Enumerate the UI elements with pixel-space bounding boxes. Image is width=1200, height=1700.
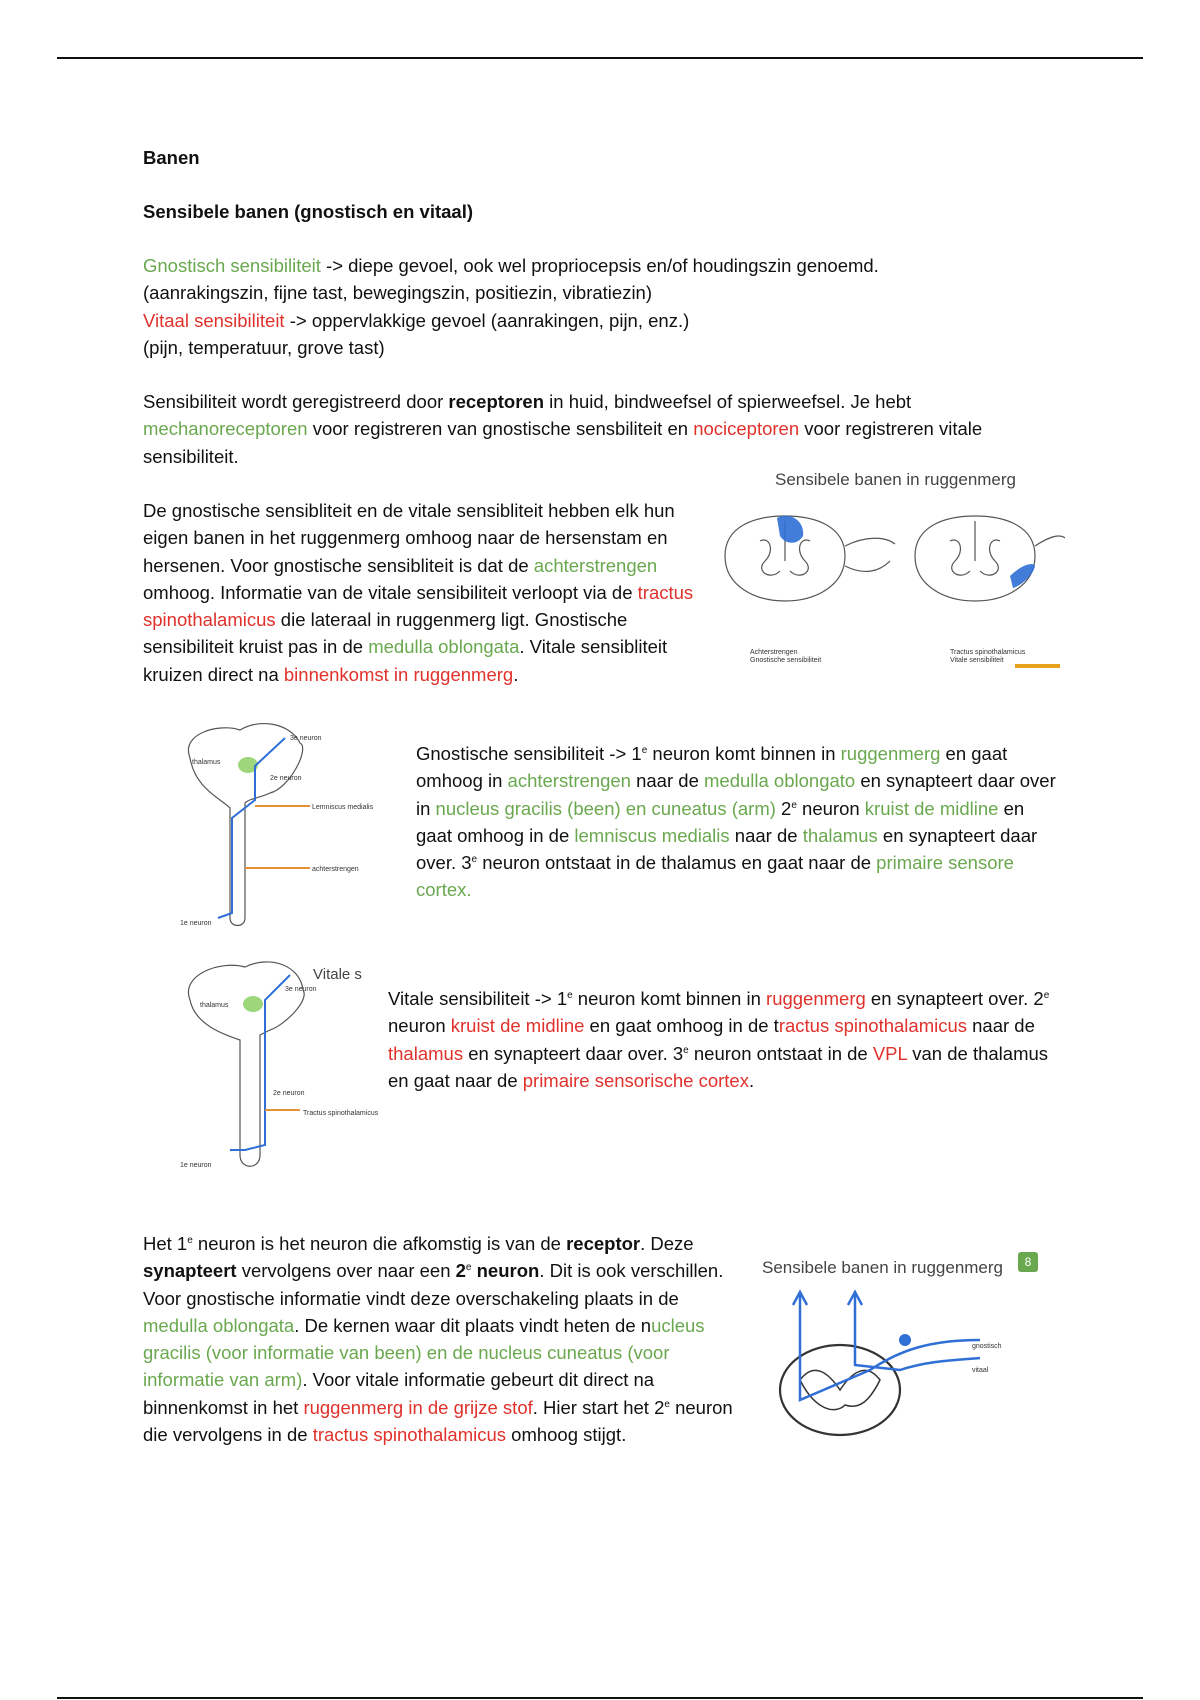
text-run: neuron [796,797,865,819]
pathways-paragraph [143,497,703,688]
text-run: neuron ontstaat in de thalamus en gaat naar de [477,852,877,874]
text-run: en synapteert over. 2 [865,988,1044,1009]
vital-term: Vitaal sensibiliteit [143,309,285,331]
fig3-tractus-label: Tractus spinothalamicus [303,1110,379,1117]
fig1-left-label-1: Achterstrengen [750,649,798,656]
green-term: thalamus [802,824,878,846]
green-term: ucleus gracilis (voor informatie van been) en de nucleus cuneatus (voor informatie van arm) [143,1314,705,1391]
bottom-rule [57,1697,1143,1699]
green-term: nucleus gracilis (been) en cuneatus (arm) [435,797,776,819]
bold-run: receptor [566,1233,641,1254]
green-term: medulla oblongata [143,1314,295,1336]
cross-sections-drawing [715,466,1065,676]
text-run: . Deze [640,1233,694,1254]
vital-thalamus-blob [243,996,263,1012]
text-run: Vitale sensibiliteit -> 1 [388,988,568,1009]
cord-paths-drawing [760,1250,1060,1450]
vital-rest: -> oppervlakkige gevoel (aanrakingen, pijn, enz.) [284,309,690,331]
legend-vitaal: vitaal [972,1367,989,1374]
bold-run: neuron [471,1260,540,1282]
text-run: De gnostische sensibliteit en de vitale sensibliteit hebben elk hun eigen banen in het ruggenmerg omhoog naar de hersenstam en hersenen. Voor gnostische sensibliteit is dat de [143,500,675,576]
text-run: neuron die vervolgens in de [143,1396,733,1446]
text-run: naar de [967,1015,1035,1037]
text-run: en gaat omhoog in de [416,797,1025,846]
red-term: ruggenmerg [766,988,866,1009]
figure1-footer-bar [1015,664,1060,668]
bold-run: synapteert [143,1260,237,1282]
red-term: tractus spinothalamicus [312,1424,507,1446]
intro-definitions [143,252,1103,361]
superscript: e [641,744,648,756]
superscript: e [791,799,797,811]
figure-spinal-cross-sections [715,466,1065,676]
text-run: . [748,1069,755,1091]
figure-vital-pathway [175,955,385,1185]
fig1-right-label-1: Tractus spinothalamicus [950,649,1026,656]
legend-gnostisch: gnostisch [972,1343,1002,1350]
fig2-thalamus-label: thalamus [192,759,221,766]
achterstrengen-highlight [777,516,803,543]
vital-path-paragraph [388,985,1068,1094]
green-term: lemniscus medialis [574,824,730,846]
text-run: in huid, bindweefsel of spierweefsel. Je hebt [544,391,912,412]
text-run: neuron komt binnen in [572,988,767,1009]
green-term: achterstrengen [507,770,631,792]
figure-gnostic-pathway [160,718,400,930]
text-run: . Hier start het 2 [532,1396,665,1418]
green-term: mechanoreceptoren [143,418,308,440]
text-run: neuron [388,1015,451,1037]
text-run: neuron is het neuron die afkomstig is van de [192,1233,567,1254]
figure-cord-paths [760,1250,1060,1450]
fig3-title: Vitale s [313,966,362,983]
superscript: e [187,1234,193,1246]
gnostic-rest: -> diepe gevoel, ook wel propriocepsis en/of houdingszin genoemd. [320,255,879,276]
text-run: en gaat omhoog in de t [584,1015,779,1037]
red-term: kruist de midline [450,1015,585,1037]
red-term: primaire sensorische cortex [522,1069,749,1091]
green-term: primaire sensore cortex. [416,852,1014,901]
neuron-paragraph [143,1230,743,1448]
figure1-caption: Sensibele banen in ruggenmerg [775,470,1017,489]
superscript: e [567,989,573,1001]
text-run: . Vitale sensibliteit kruizen direct na [143,636,668,685]
fig2-achterstrengen-label: achterstrengen [312,866,359,873]
fig3-neuron1-label: 1e neuron [180,1162,212,1169]
text-run: omhoog. Informatie van de vitale sensibiliteit verloopt via de [143,581,638,603]
green-term: medulla oblongato [704,770,856,792]
bold-run: 2 [455,1260,466,1282]
fig2-lemniscus-label: Lemniscus medialis [312,804,374,811]
fig1-left-label-2: Gnostische sensibiliteit [750,657,822,664]
text-run: en synapteert daar over. 3 [416,824,1038,874]
fig2-neuron2-label: 2e neuron [270,775,302,782]
text-run: . Dit is ook verschillen. Voor gnostische informatie vindt deze overschakeling plaats in de [143,1260,724,1309]
green-term: achterstrengen [533,554,658,576]
gnostic-definition [143,252,1103,279]
text-run: vervolgens over naar een [236,1260,456,1282]
slide-number-badge: 8 [1018,1252,1038,1272]
text-run: en gaat omhoog in [416,743,1008,792]
receptors-paragraph [143,388,1043,470]
text-run: . [513,663,519,685]
fig2-neuron1-label: 1e neuron [180,920,212,927]
gnostic-route [800,1295,980,1400]
bold-run: receptoren [448,391,545,412]
red-term: ractus spinothalamicus [778,1015,967,1037]
text-run: naar de [630,770,704,792]
text-run: voor registreren vitale sensibiliteit. [143,418,983,467]
text-run: en synapteert daar over in [416,770,1056,819]
vital-list: (pijn, temperatuur, grove tast) [143,336,385,358]
red-term: binnenkomst in ruggenmerg [283,663,514,685]
text-run: Sensibiliteit wordt geregistreerd door [143,391,449,412]
gnostic-path-paragraph [416,740,1056,904]
text-run: omhoog stijgt. [506,1424,627,1446]
text-run: van de thalamus en gaat naar de [388,1042,1049,1091]
text-run: neuron komt binnen in [647,743,841,764]
red-term: ruggenmerg in de grijze stof [303,1396,533,1418]
red-term: VPL [872,1042,908,1064]
text-run: naar de [729,824,803,846]
fig3-neuron3-label: 3e neuron [285,986,317,993]
section-heading [143,198,473,225]
page-heading [143,144,200,171]
text-run: en synapteert daar over. 3 [463,1042,684,1064]
green-term: medulla oblongata [368,636,520,658]
vital-pathway-drawing [175,955,385,1185]
green-term: kruist de midline [864,797,999,819]
fig3-thalamus-label: thalamus [200,1002,229,1009]
fig3-neuron2-label: 2e neuron [273,1090,305,1097]
heading-text: Banen [143,147,200,168]
subheading-text: Sensibele banen (gnostisch en vitaal) [143,201,474,222]
text-run: die lateraal in ruggenmerg ligt. Gnostische sensibiliteit kruist pas in de [143,609,628,658]
gnostic-list: (aanrakingszin, fijne tast, bewegingszin, positiezin, vibratiezin) [143,282,653,304]
gnostic-term: Gnostisch sensibiliteit [143,255,321,276]
red-term: tractus spinothalamicus [143,581,694,631]
fig1-right-label-2: Vitale sensibiliteit [950,657,1004,664]
red-term: nociceptoren [693,418,800,440]
text-run: voor registreren van gnostische sensbiliteit en [307,418,694,440]
text-run: Het 1 [143,1233,188,1254]
text-run: Gnostische sensibiliteit -> 1 [416,743,642,764]
superscript: e [664,1398,670,1410]
vital-definition [143,307,1103,334]
text-run: 2 [775,797,792,819]
superscript: e [471,854,478,866]
gnostic-pathway-drawing [160,718,400,930]
green-term: ruggenmerg [840,743,941,764]
vital-route [855,1295,980,1370]
superscript: e [683,1044,689,1056]
text-run: . Voor vitale informatie gebeurt dit direct na binnenkomst in het [143,1369,655,1418]
superscript: e [1043,989,1050,1001]
figure4-caption: Sensibele banen in ruggenmerg [762,1258,1004,1277]
text-run: neuron ontstaat in de [688,1042,873,1064]
text-run: . De kernen waar dit plaats vindt heten de n [294,1314,652,1336]
red-term: thalamus [388,1042,464,1064]
top-rule [57,57,1143,59]
fig2-neuron3-label: 3e neuron [290,735,322,742]
superscript: e [465,1262,472,1274]
